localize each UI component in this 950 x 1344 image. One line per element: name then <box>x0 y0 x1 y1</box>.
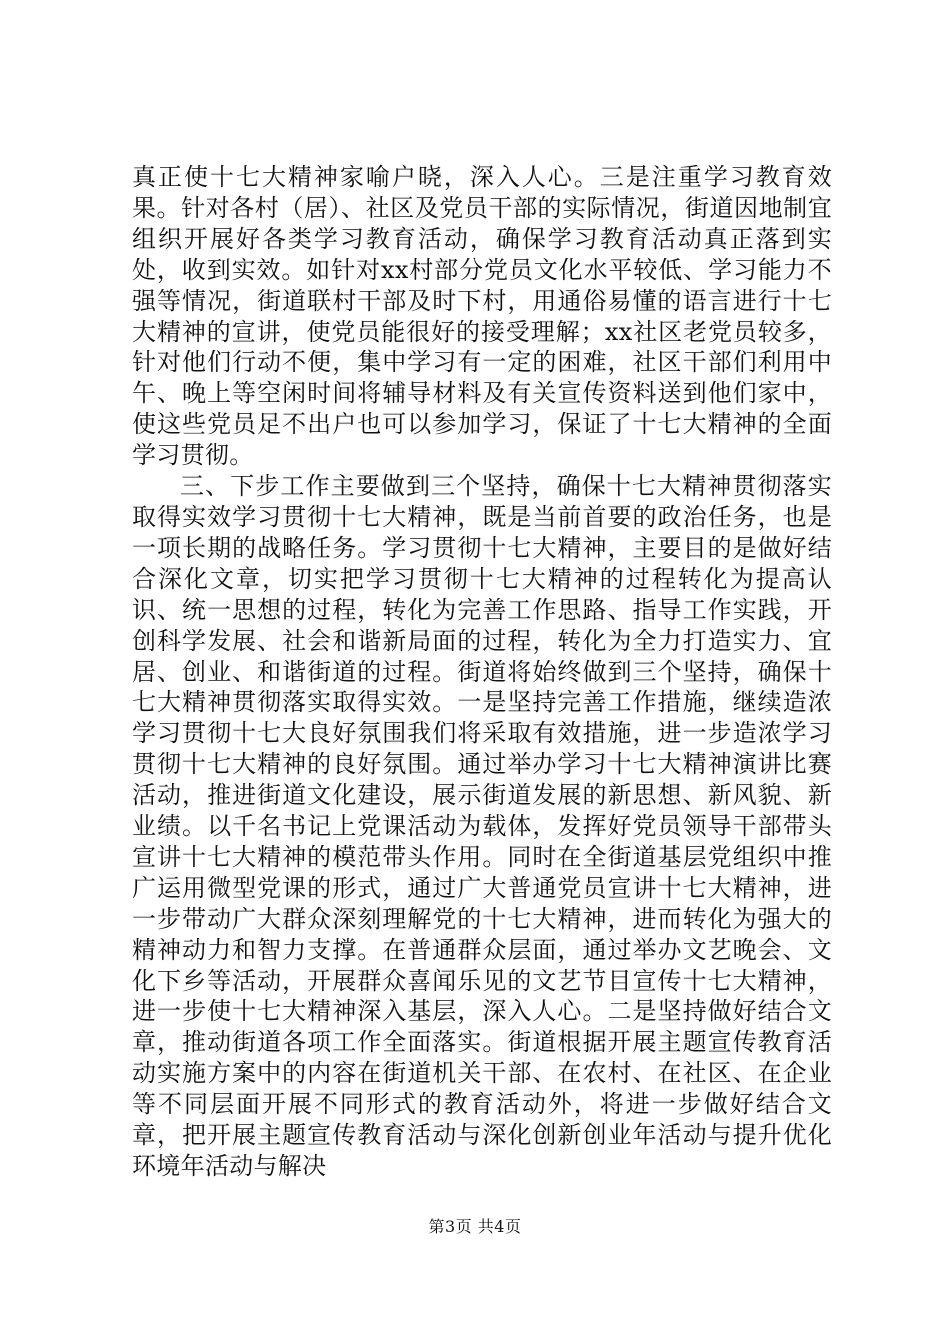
page-footer: 第3页 共4页 <box>428 1217 522 1236</box>
document-body <box>132 162 832 1182</box>
paragraph-next-steps: 三、下步工作主要做到三个坚持，确保十七大精神贯彻落实取得实效学习贯彻十七大精神，既是当前首要的政治任务，也是一项长期的战略任务。学习贯彻十七大精神，主要目的是做好结合深化文章，切实把学习贯彻十七大精神的过程转化为提高认识、统一思想的过程，转化为完善工作思路、指导工作实践，开创科学发展、社会和谐新局面的过程，转化为全力打造实力、宜居、创业、和谐街道的过程。街道将始终做到三个坚持，确保十七大精神贯彻落实取得实效。一是坚持完善工作措施，继续造浓学习贯彻十七大良好氛围我们将采取有效措施，进一步造浓学习贯彻十七大精神的良好氛围。通过举办学习十七大精神演讲比赛活动，推进街道文化建设，展示街道发展的新思想、新风貌、新业绩。以千名书记上党课活动为载体，发挥好党员领导干部带头宣讲十七大精神的模范带头作用。同时在全街道基层党组织中推广运用微型党课的形式，通过广大普通党员宣讲十七大精神，进一步带动广大群众深刻理解党的十七大精神，进而转化为强大的精神动力和智力支撑。在普通群众层面，通过举办文艺晚会、文化下乡等活动，开展群众喜闻乐见的文艺节目宣传十七大精神，进一步使十七大精神深入基层，深入人心。二是坚持做好结合文章，推动街道各项工作全面落实。街道根据开展主题宣传教育活动实施方案中的内容在街道机关干部、在农村、在社区、在企业等不同层面开展不同形式的教育活动外，将进一步做好结合文章，把开展主题宣传教育活动与深化创新创业年活动与提升优化环境年活动与解决 <box>132 472 832 1180</box>
paragraph-continuation: 真正使十七大精神家喻户晓，深入人心。三是注重学习教育效果。针对各村（居）、社区及党员干部的实际情况，街道因地制宜组织开展好各类学习教育活动，确保学习教育活动真正落到实处，收到实效。如针对xx村部分党员文化水平较低、学习能力不强等情况，街道联村干部及时下村，用通俗易懂的语言进行十七大精神的宣讲，使党员能很好的接受理解；xx社区老党员较多，针对他们行动不便，集中学习有一定的困难，社区干部们利用中午、晚上等空闲时间将辅导材料及有关宣传资料送到他们家中，使这些党员足不出户也可以参加学习，保证了十七大精神的全面学习贯彻。 <box>132 163 832 470</box>
